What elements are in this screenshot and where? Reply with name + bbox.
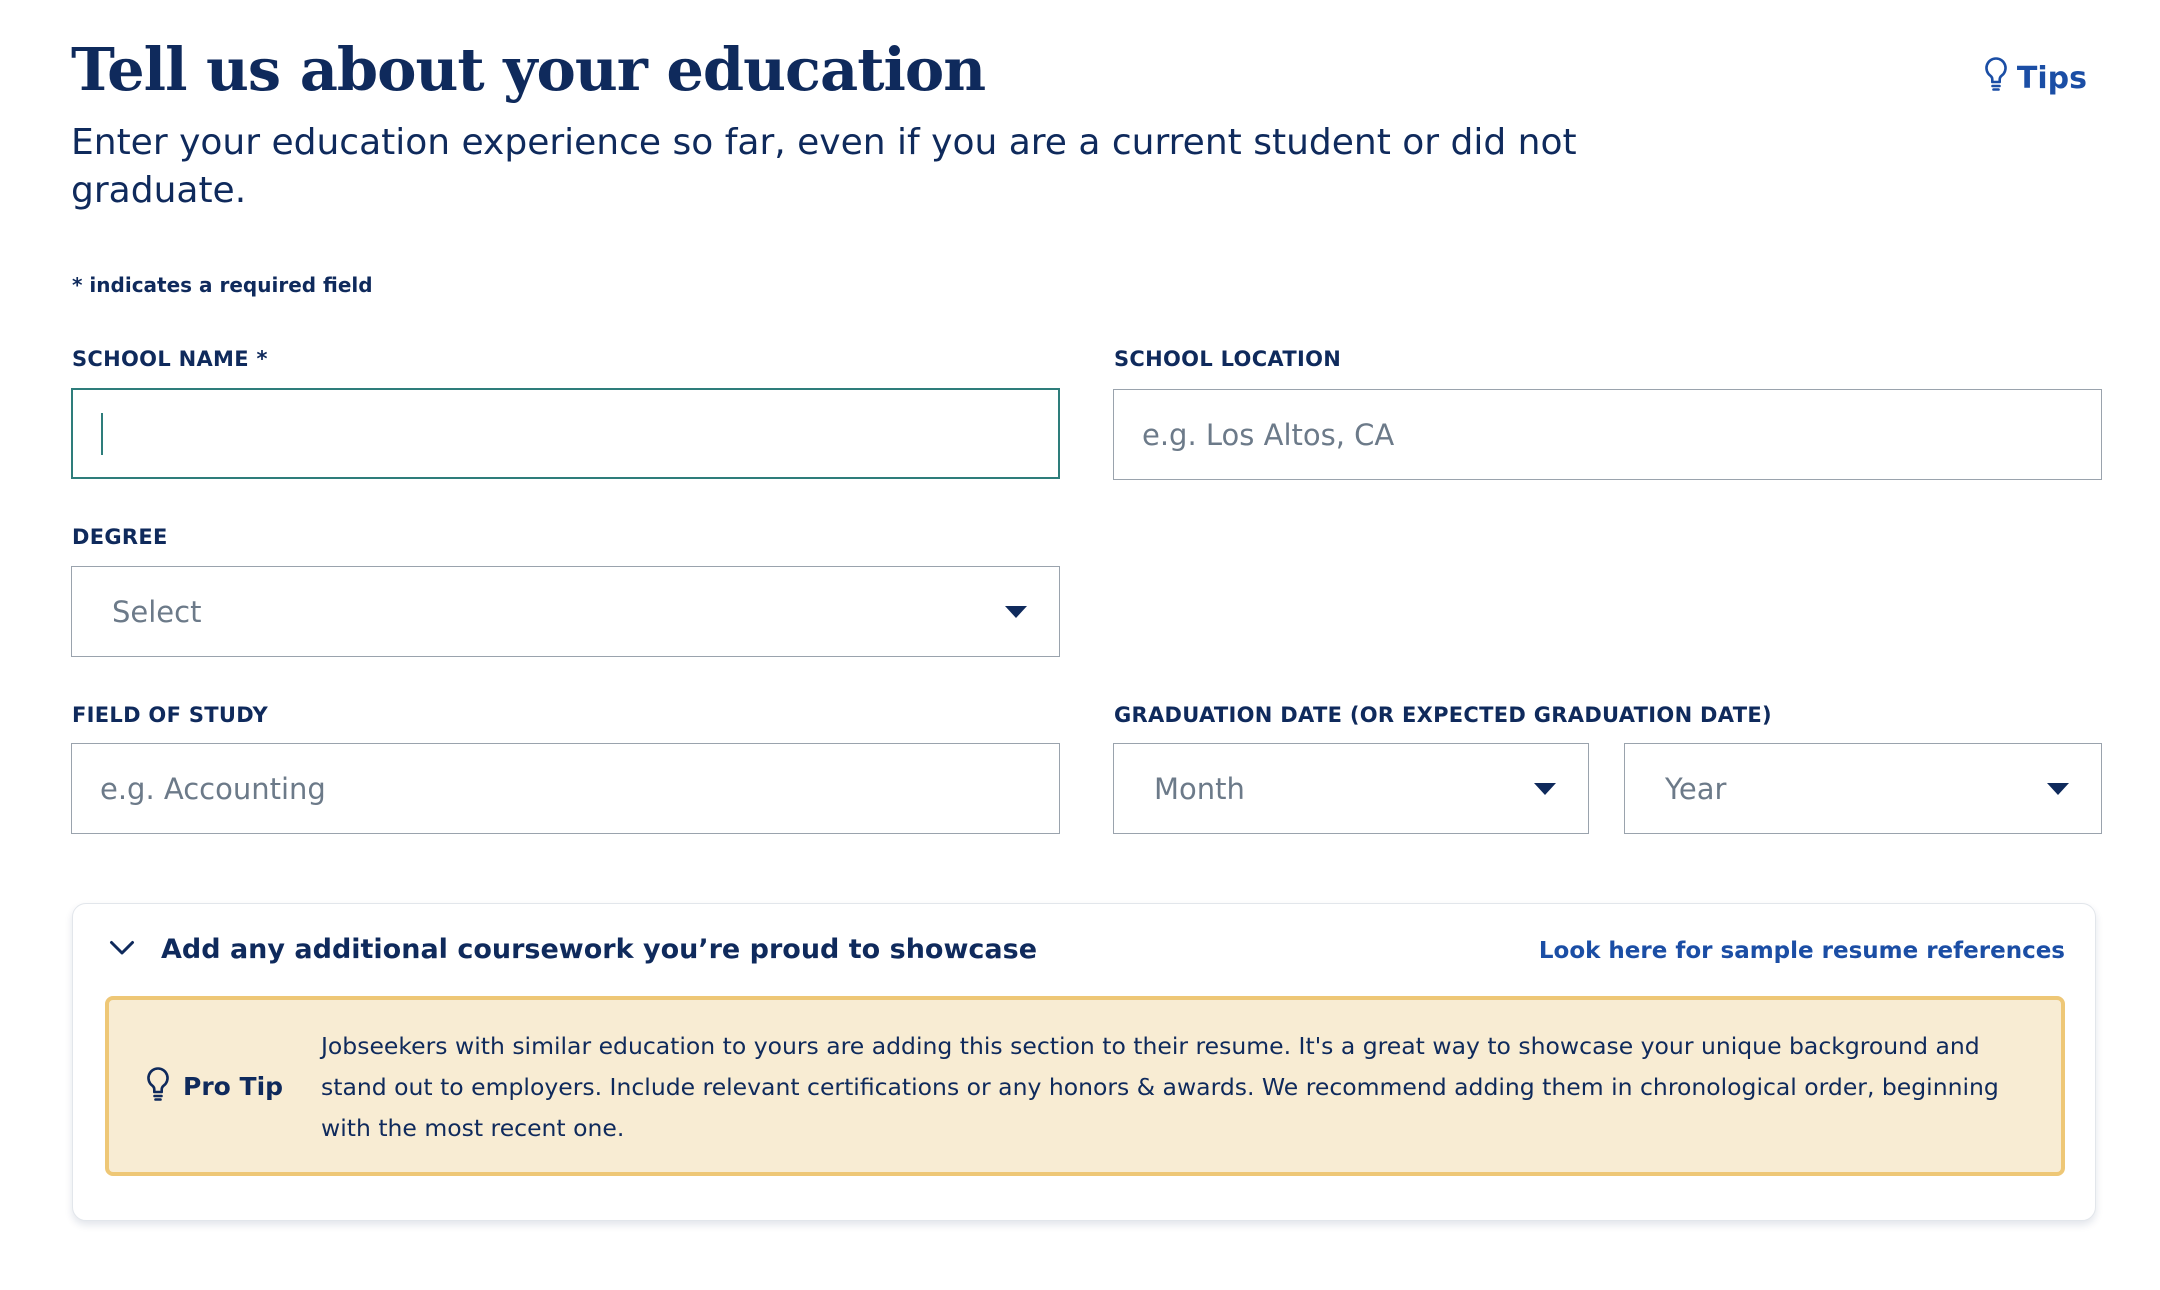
graduation-month-value: Month [1154, 771, 1245, 806]
graduation-month-select[interactable] [1113, 743, 1589, 834]
graduation-year-value: Year [1665, 771, 1727, 806]
caret-down-icon [1005, 606, 1027, 618]
page-subtitle: Enter your education experience so far, even if you are a current student or did not graduate. [71, 122, 1577, 211]
text-caret [101, 413, 103, 455]
field-of-study-label: FIELD OF STUDY [72, 703, 268, 727]
degree-select[interactable] [71, 566, 1060, 657]
page-title: Tell us about your education [71, 35, 986, 104]
pro-tip-header [145, 1066, 283, 1106]
school-name-input[interactable] [71, 388, 1060, 479]
coursework-toggle[interactable] [109, 934, 1037, 965]
coursework-card [72, 903, 2096, 1221]
required-note: * indicates a required field [72, 273, 373, 297]
school-location-label: SCHOOL LOCATION [1114, 347, 1342, 371]
chevron-down-icon [109, 940, 135, 960]
pro-tip-text: Jobseekers with similar education to yours are adding this section to their resume. It's a great way to showcase your unique background and stand out to employers. Include relevant certifications or any honors & awards. We recommend adding them in chronological order, beginning with the most recent one. [321, 1032, 1999, 1142]
coursework-title: Add any additional coursework you’re proud to showcase [161, 934, 1038, 965]
school-location-input[interactable] [1113, 389, 2102, 480]
caret-down-icon [1534, 783, 1556, 795]
pro-tip-box [105, 996, 2065, 1176]
tips-label: Tips [2016, 60, 2087, 96]
pro-tip-label: Pro Tip [183, 1071, 284, 1101]
school-name-label: SCHOOL NAME * [72, 347, 268, 371]
degree-selected-value: Select [112, 594, 202, 629]
graduation-year-select[interactable] [1624, 743, 2102, 834]
lightbulb-icon [145, 1066, 171, 1106]
sample-references-link[interactable]: Look here for sample resume references [1538, 938, 2065, 964]
graduation-date-label: GRADUATION DATE (OR EXPECTED GRADUATION DATE) [1114, 703, 1772, 727]
caret-down-icon [2047, 783, 2069, 795]
field-of-study-input[interactable] [71, 743, 1060, 834]
lightbulb-icon [1983, 56, 2009, 100]
school-location-placeholder: e.g. Los Altos, CA [1142, 417, 1395, 452]
tips-button[interactable] [1983, 56, 2087, 100]
degree-label: DEGREE [72, 525, 168, 549]
field-of-study-placeholder: e.g. Accounting [100, 771, 326, 806]
